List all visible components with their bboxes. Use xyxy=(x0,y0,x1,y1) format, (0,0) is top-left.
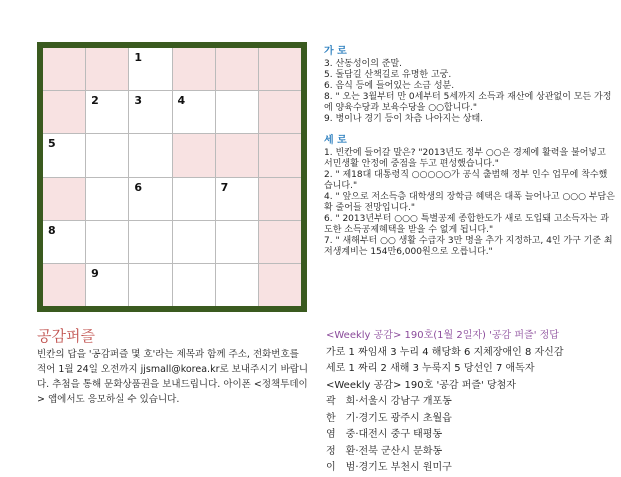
across-clue: 6. 음식 등에 들어있는 소금 성분. xyxy=(324,81,455,91)
clue-number: 8 xyxy=(48,223,56,237)
grid-cell xyxy=(86,134,128,176)
clue-number: 9 xyxy=(91,266,99,280)
puzzle-title: 공감퍼즐 xyxy=(37,327,95,345)
grid-cell xyxy=(43,264,85,306)
grid-cell xyxy=(86,48,128,90)
across-clue: 9. 병이나 경기 등이 차츰 나아지는 상태. xyxy=(324,114,484,124)
answer-down: 세로 1 짜리 2 새해 3 누룩지 5 당선인 7 애독자 xyxy=(326,363,535,374)
down-clue-list xyxy=(324,148,616,258)
grid-cell xyxy=(173,264,215,306)
grid-cell xyxy=(259,91,301,133)
grid-cell xyxy=(129,178,171,220)
grid-cell xyxy=(216,178,258,220)
crossword-grid-frame xyxy=(37,42,307,312)
grid-cell xyxy=(173,178,215,220)
winners-title: <Weekly 공감> 190호 '공감 퍼즐' 당첨자 xyxy=(326,379,516,391)
winner-entry: 한 기·경기도 광주시 초월읍 xyxy=(326,412,452,424)
grid-cell xyxy=(86,264,128,306)
grid-cell xyxy=(173,48,215,90)
grid-cell xyxy=(43,221,85,263)
crossword-grid xyxy=(43,48,301,306)
grid-cell xyxy=(259,178,301,220)
clues-panel xyxy=(324,46,616,268)
grid-cell xyxy=(129,48,171,90)
redaction-mask xyxy=(336,461,346,473)
clue-number: 6 xyxy=(134,180,142,194)
grid-cell xyxy=(216,264,258,306)
across-clue: 8. " 오는 3월부터 만 0세부터 5세까지 소득과 재산에 상관없이 모든 가정에 양육수당과 보육수당을 ○○합니다." xyxy=(324,92,612,113)
down-clue: 7. " 새해부터 ○○ 생활 수급자 3만 명을 추가 지정하고, 4인 가구 기준 최저생계비는 154만6,000원으로 오릅니다." xyxy=(324,236,613,257)
answer-across: 가로 1 짜임새 3 누리 4 해당화 6 지체장애인 8 자신감 xyxy=(326,346,564,358)
redaction-mask xyxy=(336,428,346,440)
across-clue: 3. 산동성이의 준말. xyxy=(324,59,403,69)
grid-cell xyxy=(129,134,171,176)
across-clue-list xyxy=(324,59,616,125)
clue-number: 4 xyxy=(177,94,186,108)
grid-cell xyxy=(259,48,301,90)
answer-title: <Weekly 공감> 190호(1월 2일자) '공감 퍼즐' 정답 xyxy=(326,330,559,341)
redaction-mask xyxy=(336,445,346,457)
grid-cell xyxy=(129,221,171,263)
grid-cell xyxy=(259,264,301,306)
grid-cell xyxy=(173,91,215,133)
grid-cell xyxy=(259,134,301,176)
winners-list xyxy=(326,394,616,477)
grid-cell xyxy=(43,91,85,133)
clue-number: 2 xyxy=(91,94,99,108)
winner-entry: 이 범·경기도 부천시 원미구 xyxy=(326,462,452,473)
down-clue: 6. " 2013년부터 ○○○ 특별공제 종합한도가 새로 도입돼 고소득자는 과도한 소득공제혜택을 받을 수 없게 됩니다." xyxy=(324,214,609,235)
down-clue: 1. 빈칸에 들어갈 말은? "2013년도 정부 ○○은 경제에 활력을 불어넣고 서민생활 안정에 중점을 두고 편성했습니다." xyxy=(324,148,606,169)
across-heading: 가 로 xyxy=(324,46,347,57)
winner-entry: 염 중·대전시 중구 태평동 xyxy=(326,429,443,440)
redaction-mask xyxy=(336,395,346,407)
redaction-mask xyxy=(336,412,346,424)
grid-cell xyxy=(43,178,85,220)
clue-number: 3 xyxy=(134,94,142,108)
across-clue: 5. 돌담길 산책길로 유명한 고궁. xyxy=(324,70,452,80)
down-heading: 세 로 xyxy=(324,135,347,146)
down-clue: 4. " 앞으로 저소득층 대학생의 장학금 혜택은 대폭 늘어나고 ○○○ 부담은 확 줄어들 전망입니다." xyxy=(324,192,615,213)
clue-number: 7 xyxy=(220,180,229,194)
grid-cell xyxy=(173,221,215,263)
grid-cell xyxy=(129,91,171,133)
grid-cell xyxy=(43,134,85,176)
grid-cell xyxy=(259,221,301,263)
grid-cell xyxy=(86,91,128,133)
puzzle-description: 빈칸의 답을 '공감퍼즐 몇 호'라는 제목과 함께 주소, 전화번호를 적어 1월 24일 오전까지 jjsmall@korea.kr로 보내주시기 바랍니다. 추첨을 통해 문화상품권을 보내드립니다. 아이폰 <정책투데이> 앱에서도 응모하실 수 있습니다. xyxy=(37,349,309,405)
grid-cell xyxy=(86,178,128,220)
grid-cell xyxy=(43,48,85,90)
clue-number: 5 xyxy=(48,137,56,151)
winner-entry: 정 환·전북 군산시 문화동 xyxy=(326,445,443,457)
down-clue: 2. " 제18대 대통령직 ○○○○○가 공식 출범해 정부 인수 업무에 착수했습니다." xyxy=(324,170,608,191)
grid-cell xyxy=(216,134,258,176)
grid-cell xyxy=(173,134,215,176)
answer-block xyxy=(326,328,616,477)
grid-cell xyxy=(86,221,128,263)
grid-cell xyxy=(216,91,258,133)
winner-entry: 곽 희·서울시 강남구 개포동 xyxy=(326,396,452,407)
grid-cell xyxy=(216,221,258,263)
grid-cell xyxy=(216,48,258,90)
clue-number: 1 xyxy=(134,51,142,64)
grid-cell xyxy=(129,264,171,306)
